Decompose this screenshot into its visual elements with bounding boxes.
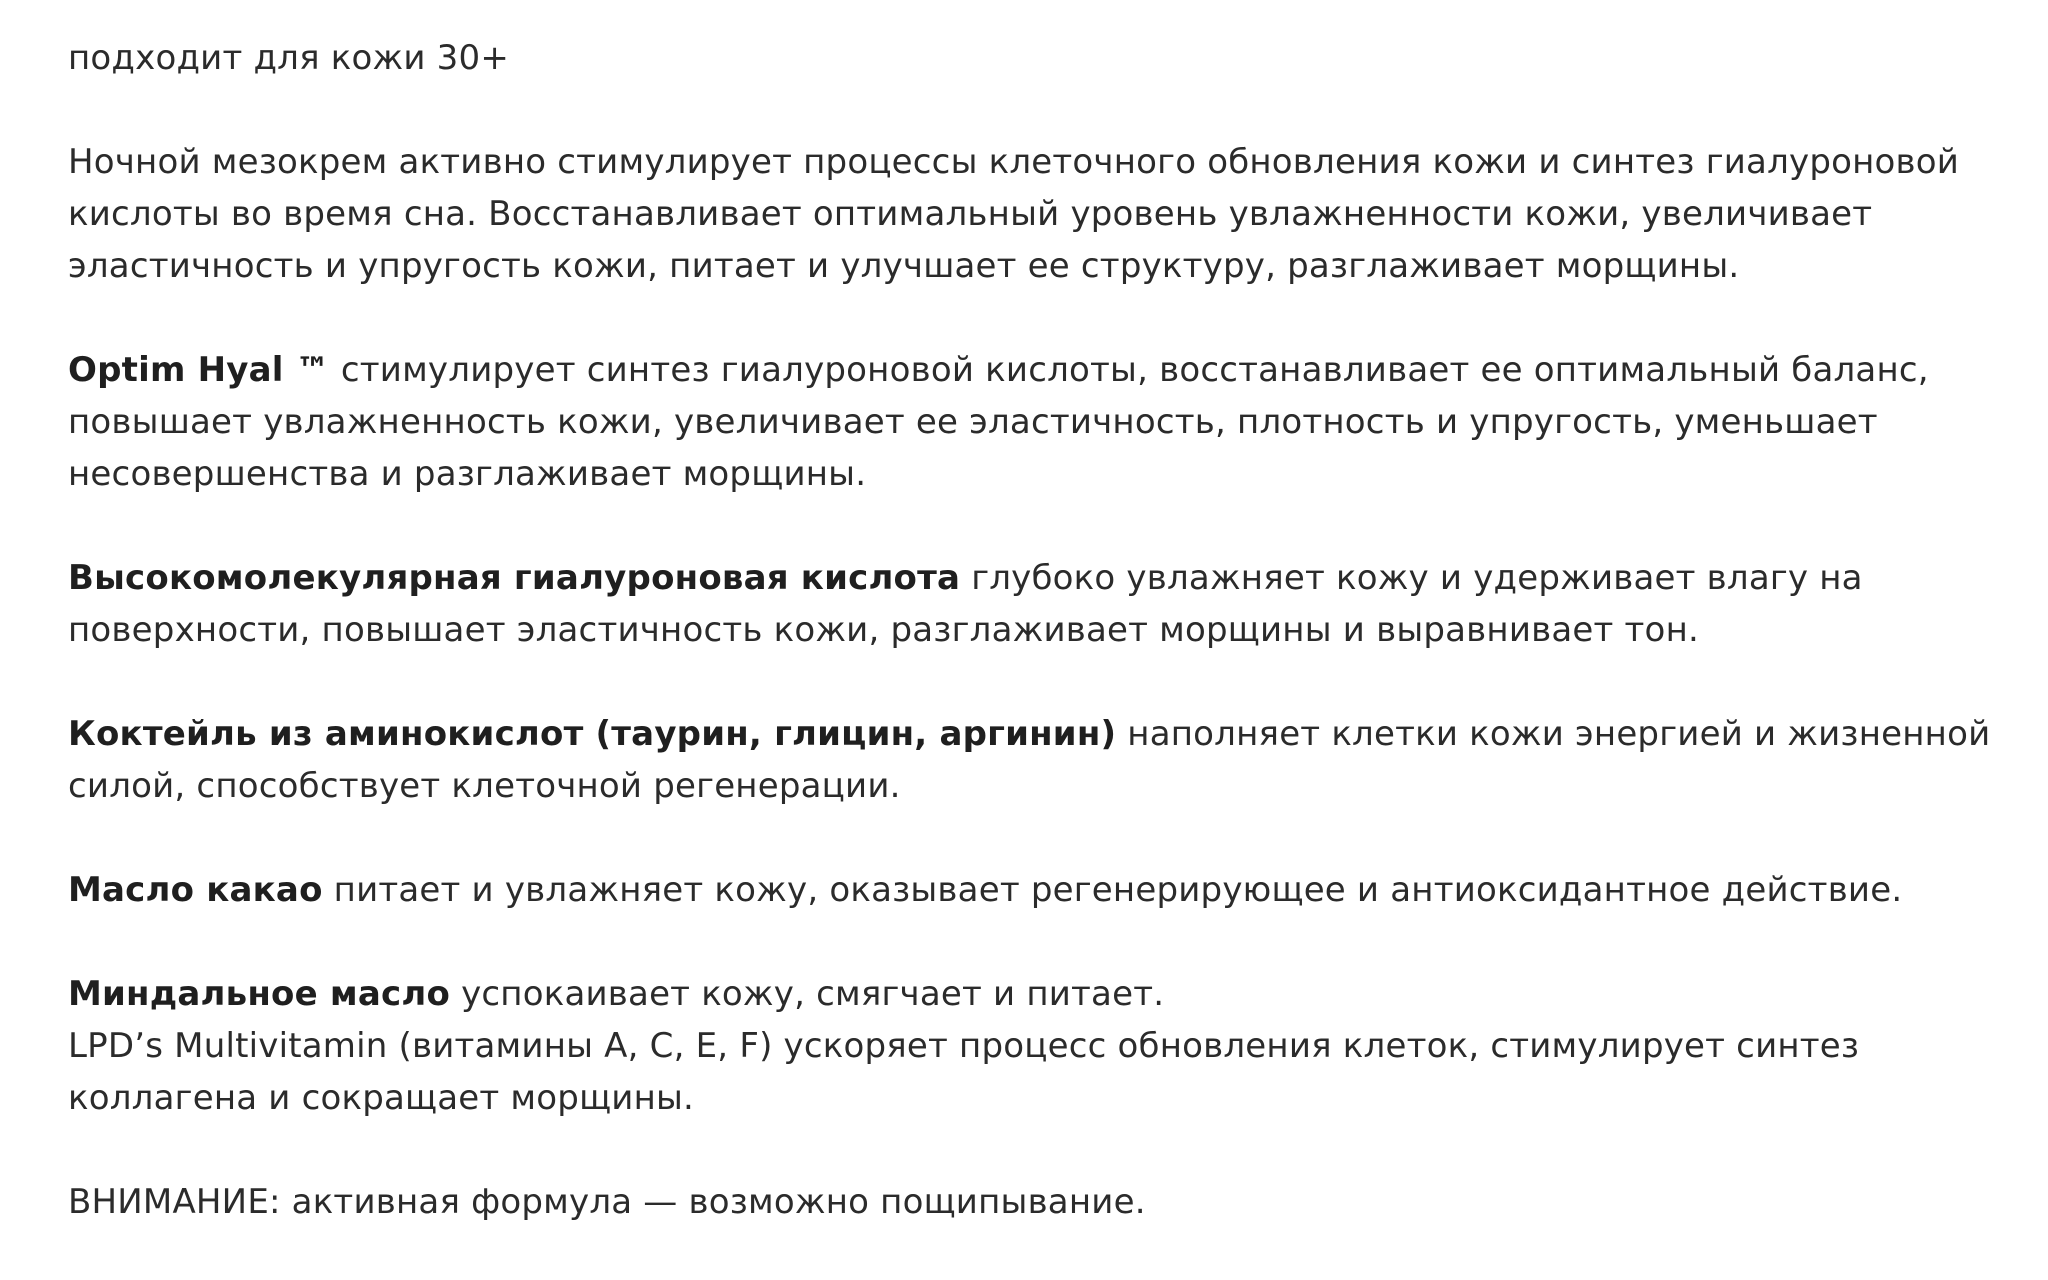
ingredient-hyaluronic-acid bbox=[68, 552, 2028, 656]
multivitamin-paragraph: LPD’s Multivitamin (витамины A, C, E, F) ускоряет процесс обновления клеток, стимулирует синтез коллагена и сокращает морщины. bbox=[68, 1026, 1860, 1118]
ingredient-optim-hyal bbox=[68, 344, 2028, 500]
ingredient-name: Optim Hyal ™ bbox=[68, 350, 330, 390]
ingredient-cocoa-butter bbox=[68, 864, 2028, 916]
ingredient-description: глубоко увлажняет кожу и удерживает влагу на поверхности, повышает эластичность кожи, разглаживает морщины и выравнивает тон. bbox=[68, 558, 1863, 650]
skin-type-note: подходит для кожи 30+ bbox=[68, 38, 510, 78]
product-description bbox=[68, 32, 2028, 1280]
ingredient-description: стимулирует синтез гиалуроновой кислоты, восстанавливает ее оптимальный баланс, повышает увлажненность кожи, увеличивает ее эластичность, плотность и упругость, уменьшает несовершенства и разглаживает морщины. bbox=[68, 350, 1929, 494]
intro-paragraph: Ночной мезокрем активно стимулирует процессы клеточного обновления кожи и синтез гиалуроновой кислоты во время сна. Восстанавливает оптимальный уровень увлажненности кожи, увеличивает эластичность и упругость кожи, питает и улучшает ее структуру, разглаживает морщины. bbox=[68, 142, 1960, 286]
ingredient-description: успокаивает кожу, смягчает и питает. bbox=[461, 974, 1165, 1014]
ingredient-almond-oil bbox=[68, 968, 2028, 1020]
ingredient-description: наполняет клетки кожи энергией и жизненной силой, способствует клеточной регенерации. bbox=[68, 714, 1991, 806]
ingredient-name: Миндальное масло bbox=[68, 974, 451, 1014]
ingredient-name: Масло какао bbox=[68, 870, 323, 910]
ingredient-name: Коктейль из аминокислот (таурин, глицин, аргинин) bbox=[68, 714, 1117, 754]
ingredient-amino-acids bbox=[68, 708, 2028, 812]
warning-note: ВНИМАНИЕ: активная формула — возможно пощипывание. bbox=[68, 1182, 1146, 1222]
ingredient-description: питает и увлажняет кожу, оказывает регенерирующее и антиоксидантное действие. bbox=[333, 870, 1903, 910]
ingredient-name: Высокомолекулярная гиалуроновая кислота bbox=[68, 558, 961, 598]
